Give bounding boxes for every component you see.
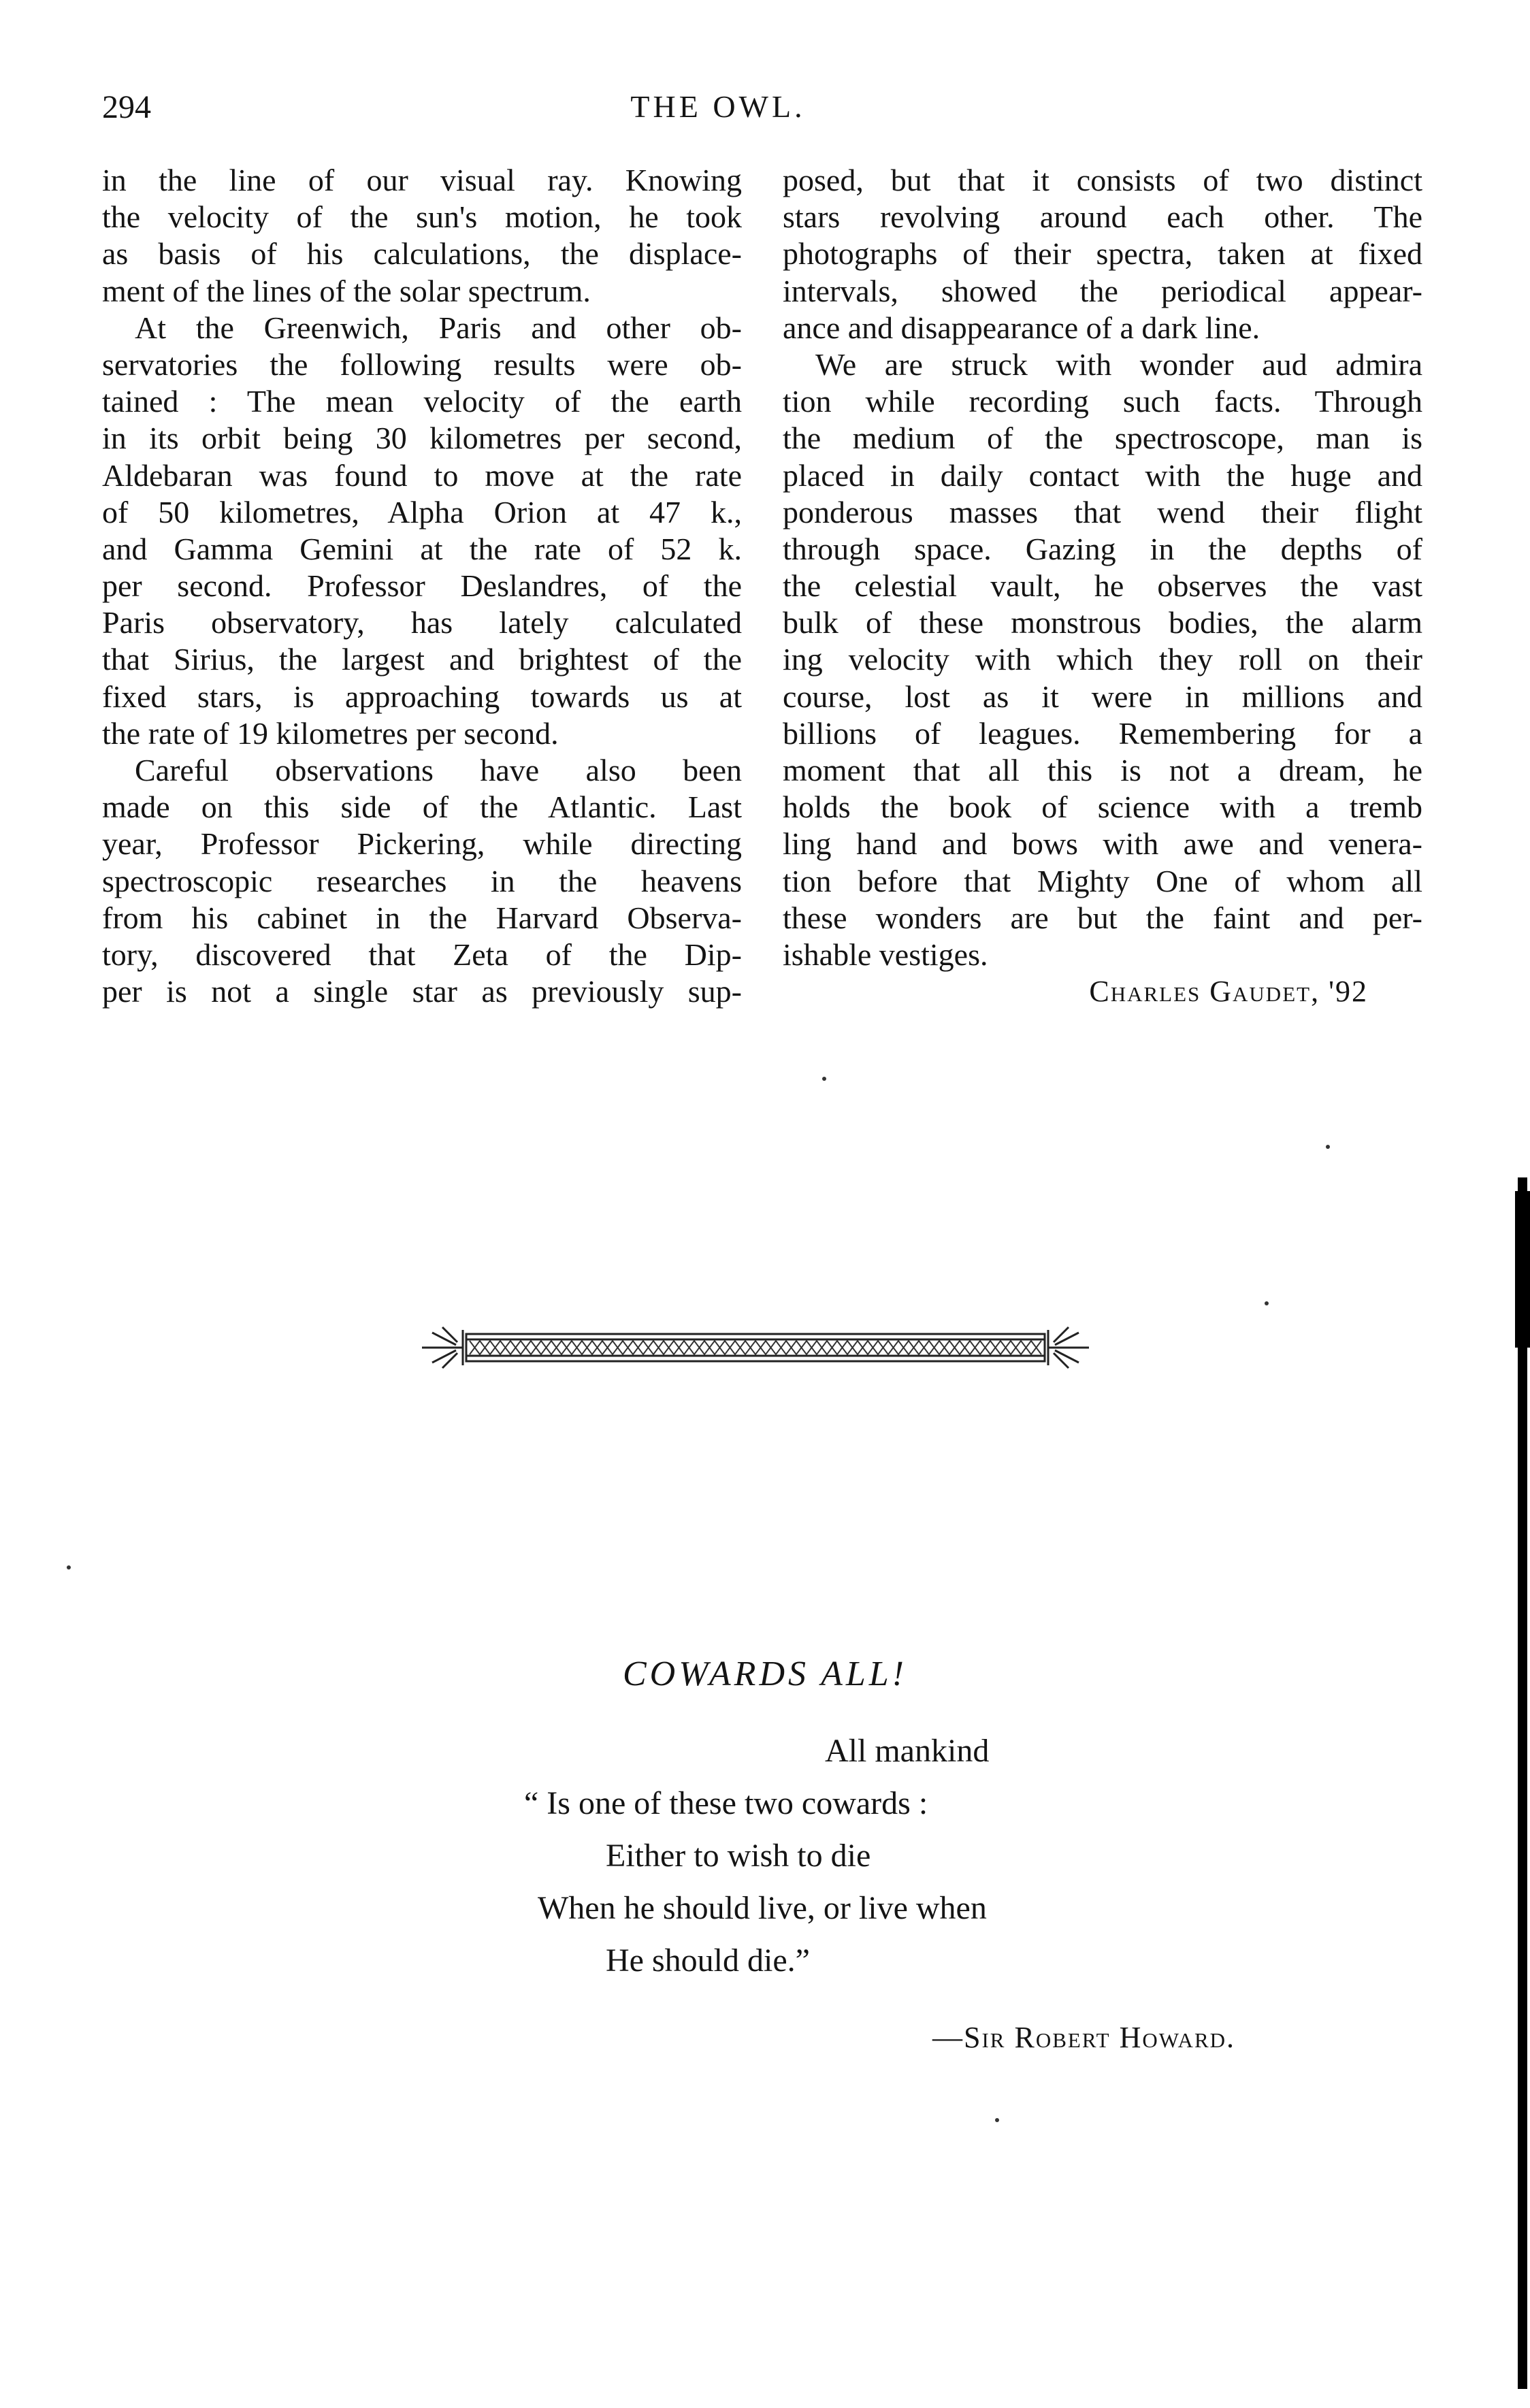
- left-column: [102, 162, 742, 1010]
- scan-speck: [995, 2118, 999, 2122]
- text-line: placed in daily contact with the huge and: [783, 457, 1422, 493]
- text-line: We are struck with wonder aud admira: [815, 346, 1422, 382]
- text-line: holds the book of science with a tremb: [783, 790, 1422, 825]
- ornament-divider: [415, 1320, 1096, 1375]
- text-line: in its orbit being 30 kilometres per second,: [102, 421, 742, 456]
- text-line: At the Greenwich, Paris and other ob-: [135, 310, 742, 345]
- text-line: servatories the following results were ob-: [102, 346, 742, 382]
- scan-edge-shadow: [1515, 1191, 1530, 1348]
- text-line: made on this side of the Atlantic. Last: [102, 790, 742, 825]
- text-line: from his cabinet in the Harvard Observa-: [102, 900, 742, 935]
- text-line: ponderous masses that wend their flight: [783, 494, 1422, 530]
- text-line: tory, discovered that Zeta of the Dip-: [102, 937, 742, 972]
- text-line: moment that all this is not a dream, he: [783, 753, 1422, 787]
- text-line: year, Professor Pickering, while directing: [102, 826, 742, 862]
- text-line: per is not a single star as previously sup-: [102, 974, 742, 1009]
- text-line: ment of the lines of the solar spectrum.: [102, 273, 591, 308]
- text-line: Aldebaran was found to move at the rate: [102, 457, 742, 493]
- poem-line: When he should live, or live when: [538, 1890, 987, 1926]
- text-line: photographs of their spectra, taken at fixed: [783, 236, 1422, 272]
- poem-line: He should die.”: [606, 1942, 810, 1979]
- scan-speck: [1326, 1145, 1330, 1149]
- scan-speck: [1265, 1301, 1269, 1305]
- text-line: course, lost as it were in millions and: [783, 679, 1422, 714]
- text-line: spectroscopic researches in the heavens: [102, 863, 742, 898]
- poem-title: COWARDS ALL!: [623, 1655, 907, 1693]
- scan-speck: [67, 1565, 71, 1569]
- poem-line: All mankind: [825, 1733, 990, 1769]
- text-line: posed, but that it consists of two distinct: [783, 163, 1422, 197]
- scan-speck: [822, 1077, 826, 1081]
- text-line: these wonders are but the faint and per-: [783, 900, 1422, 935]
- text-line: tion while recording such facts. Through: [783, 384, 1422, 419]
- text-line: that Sirius, the largest and brightest of the: [102, 642, 742, 677]
- text-line: through space. Gazing in the depths of: [783, 531, 1422, 566]
- poem-line: “ Is one of these two cowards :: [524, 1785, 928, 1821]
- text-line: in the line of our visual ray. Knowing: [102, 163, 742, 197]
- text-line: the celestial vault, he observes the vast: [783, 568, 1422, 604]
- text-line: tained : The mean velocity of the earth: [102, 384, 742, 419]
- text-line: billions of leagues. Remembering for a: [783, 715, 1422, 751]
- text-line: tion before that Mighty One of whom all: [783, 863, 1422, 898]
- text-line: the medium of the spectroscope, man is: [783, 421, 1422, 456]
- scan-edge-shadow: [1518, 1177, 1527, 2389]
- right-column: [783, 162, 1422, 1010]
- text-line: of 50 kilometres, Alpha Orion at 47 k.,: [102, 494, 742, 530]
- page-header: [102, 88, 1334, 136]
- text-line: per second. Professor Deslandres, of the: [102, 568, 742, 604]
- text-line: the rate of 19 kilometres per second.: [102, 715, 559, 751]
- running-head: THE OWL.: [630, 89, 806, 124]
- text-line: ance and disappearance of a dark line.: [783, 310, 1260, 345]
- poem-attribution: —Sir Robert Howard.: [932, 2021, 1236, 2054]
- text-line: ling hand and bows with awe and venera-: [783, 826, 1422, 862]
- poem-line: Either to wish to die: [606, 1838, 871, 1874]
- text-line: ing velocity with which they roll on their: [783, 642, 1422, 677]
- text-line: ishable vestiges.: [783, 937, 988, 972]
- text-line: intervals, showed the periodical appear-: [783, 273, 1422, 308]
- text-line: Careful observations have also been: [135, 753, 742, 787]
- page-number: 294: [102, 89, 151, 125]
- text-line: bulk of these monstrous bodies, the alarm: [783, 605, 1422, 640]
- text-line: stars revolving around each other. The: [783, 199, 1422, 235]
- text-line: Paris observatory, has lately calculated: [102, 605, 742, 640]
- text-line: fixed stars, is approaching towards us at: [102, 679, 742, 714]
- text-line: as basis of his calculations, the displace-: [102, 236, 742, 272]
- text-line: and Gamma Gemini at the rate of 52 k.: [102, 531, 742, 566]
- author-signature: Charles Gaudet, '92: [1089, 975, 1368, 1009]
- text-line: the velocity of the sun's motion, he took: [102, 199, 742, 235]
